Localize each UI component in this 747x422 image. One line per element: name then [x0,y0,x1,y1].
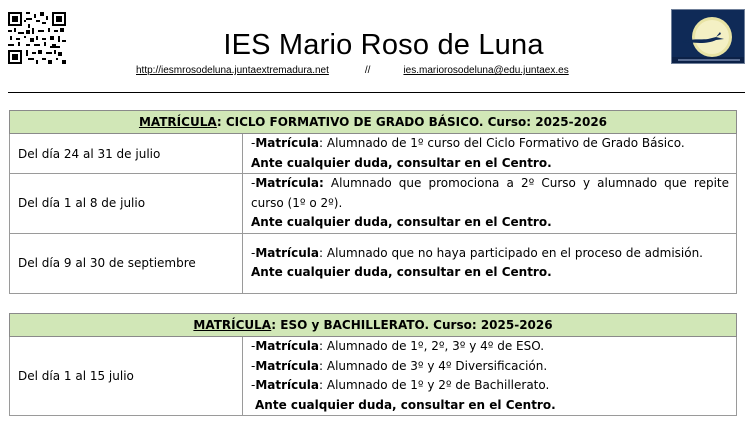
row-label: Matrícula: [255,176,324,190]
table-eso-bachillerato [9,313,737,416]
website-link[interactable]: http://iesmrosodeluna.juntaextremadura.net [136,65,329,76]
table-row [10,337,737,416]
row-dash: - [251,358,256,373]
row-text: Alumnado que promociona a 2º Curso y alumnado que repite curso (1º o 2º). [251,176,729,210]
row-note: Ante cualquier duda, consultar en el Centro. [251,265,552,279]
row-text: : Alumnado de 1º y 2º de Bachillerato. [319,378,550,392]
table-row [10,174,737,234]
heading-prefix: MATRÍCULA [193,318,272,332]
row-description [243,337,737,416]
table-row [10,233,737,293]
table-heading [10,314,737,337]
row-note: Ante cualquier duda, consultar en el Centro. [251,215,552,229]
row-label: Matrícula [255,378,320,392]
header-divider [8,92,745,93]
row-note: Ante cualquier duda, consultar en el Centro. [255,397,556,412]
page-title: IES Mario Roso de Luna [223,29,544,61]
row-dash: - [251,339,256,353]
table-heading-row [10,111,737,134]
email-link[interactable]: ies.mariorosodeluna@edu.juntaex.es [403,65,569,76]
row-text: : Alumnado de 1º, 2º, 3º y 4º de ESO. [319,339,545,353]
row-label: Matrícula [255,358,320,373]
table-row [10,134,737,174]
heading-rest: : ESO y BACHILLERATO. Curso: 2025-2026 [271,318,553,332]
row-label: Matrícula [255,136,320,150]
row-date: Del día 9 al 30 de septiembre [10,233,243,293]
row-dash: - [251,245,256,260]
row-date: Del día 1 al 15 julio [10,337,243,416]
row-dash: - [251,136,256,150]
row-description [243,174,737,234]
contact-links [136,65,569,77]
row-label: Matrícula [255,245,320,260]
row-note: Ante cualquier duda, consultar en el Centro. [251,155,552,170]
row-text: : Alumnado que no haya participado en el proceso de admisión. [319,245,703,260]
table-heading-row [10,314,737,337]
table-heading [10,111,737,134]
row-description [243,134,737,174]
heading-rest: : CICLO FORMATIVO DE GRADO BÁSICO. Curso: 2025-2026 [216,115,608,129]
row-dash: - [251,378,256,392]
table-ciclo-formativo [9,110,737,294]
link-separator: // [364,65,371,76]
row-text: : Alumnado de 1º curso del Ciclo Formativo de Grado Básico. [319,136,685,150]
row-date: Del día 24 al 31 de julio [10,134,243,174]
row-dash: - [251,176,256,190]
row-text: : Alumnado de 3º y 4º Diversificación. [319,358,548,373]
heading-prefix: MATRÍCULA [138,115,217,129]
row-label: Matrícula [255,339,320,353]
row-date: Del día 1 al 8 de julio [10,174,243,234]
row-description [243,233,737,293]
